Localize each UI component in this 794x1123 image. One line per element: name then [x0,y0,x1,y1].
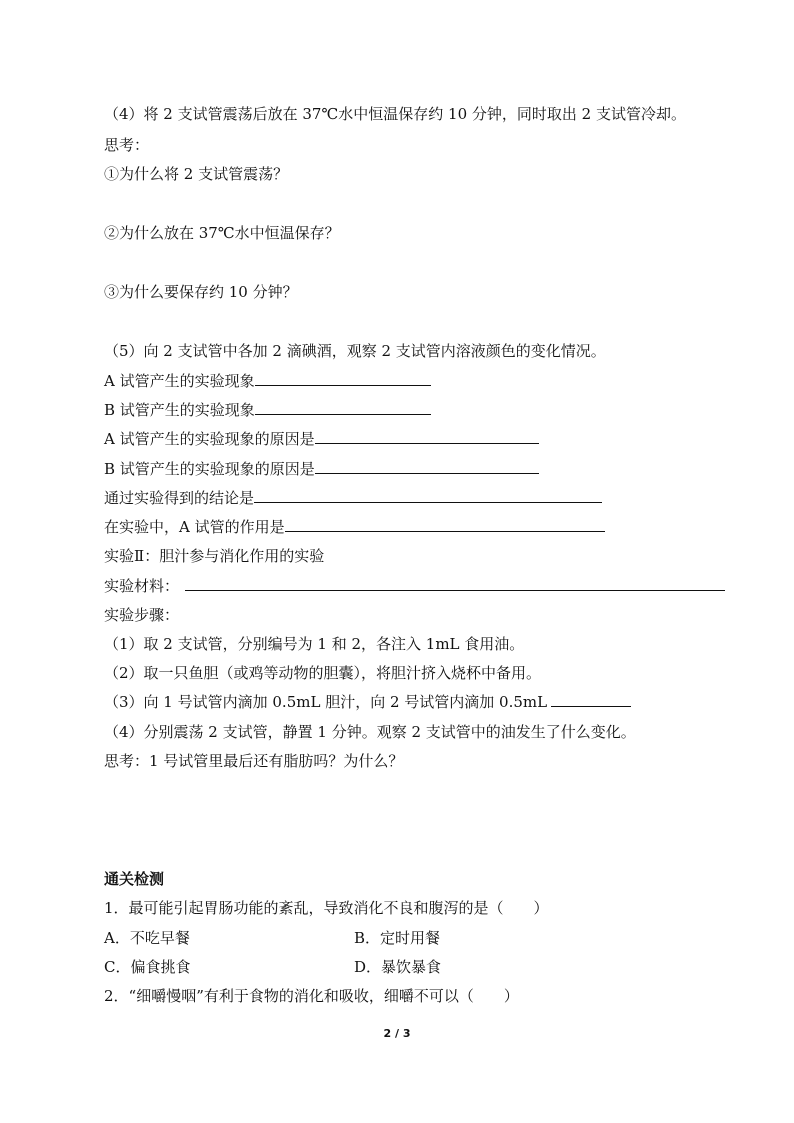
a-role-blank[interactable] [285,517,605,532]
a-phenomenon-label: A 试管产生的实验现象 [104,372,255,390]
mc1-option-d[interactable]: D．暴饮暴食 [354,958,442,976]
b-reason-blank[interactable] [315,459,539,474]
exp2-step-2: （2）取一只鱼胆（或鸡等动物的胆囊），将胆汁挤入烧杯中备用。 [104,664,542,682]
conclusion-blank[interactable] [254,488,602,503]
exp2-think: 思考：1 号试管里最后还有脂肪吗？为什么？ [104,752,404,770]
exp2-step-3-label: （3）向 1 号试管内滴加 0.5mL 胆汁，向 2 号试管内滴加 0.5mL [104,693,548,711]
steps-label: 实验步骤： [104,606,180,624]
exp2-step-3-blank[interactable] [551,692,631,707]
b-reason-label: B 试管产生的实验现象的原因是 [104,460,315,478]
question-2: ②为什么放在 37℃水中恒温保存？ [104,224,340,242]
materials-blank[interactable] [185,576,725,591]
mc1-question: 1．最可能引起胃肠功能的紊乱，导致消化不良和腹泻的是（ ） [104,899,549,917]
step-4: （4）将 2 支试管震荡后放在 37℃水中恒温保存约 10 分钟，同时取出 2 支试管冷却。 [104,105,686,123]
page-number: 2 / 3 [383,1027,411,1040]
a-role-row [104,517,605,537]
mc1-option-c[interactable]: C．偏食挑食 [104,958,191,976]
think-label: 思考： [104,136,150,154]
question-1: ①为什么将 2 支试管震荡？ [104,165,289,183]
question-3: ③为什么要保存约 10 分钟？ [104,283,298,301]
exp2-step-3-row [104,692,631,712]
exp2-step-1: （1）取 2 支试管，分别编号为 1 和 2，各注入 1mL 食用油。 [104,635,525,653]
conclusion-row [104,488,602,508]
exp2-step-4: （4）分别震荡 2 支试管，静置 1 分钟。观察 2 支试管中的油发生了什么变化。 [104,723,636,741]
b-phenomenon-label: B 试管产生的实验现象 [104,401,255,419]
a-reason-row [104,429,539,449]
materials-row [104,576,725,596]
a-reason-label: A 试管产生的实验现象的原因是 [104,430,315,448]
a-phenomenon-row [104,371,431,391]
mc1-option-b[interactable]: B．定时用餐 [354,929,441,947]
b-phenomenon-row [104,400,431,420]
step-5: （5）向 2 支试管中各加 2 滴碘酒，观察 2 支试管内溶液颜色的变化情况。 [104,342,606,360]
b-reason-row [104,459,539,479]
test-heading: 通关检测 [104,870,165,888]
a-phenomenon-blank[interactable] [255,371,431,386]
mc2-question: 2．“细嚼慢咽”有利于食物的消化和吸收，细嚼不可以（ ） [104,987,519,1005]
conclusion-label: 通过实验得到的结论是 [104,489,255,507]
b-phenomenon-blank[interactable] [255,400,431,415]
materials-label: 实验材料： [104,577,180,595]
a-reason-blank[interactable] [315,429,539,444]
a-role-label: 在实验中，A 试管的作用是 [104,518,285,536]
mc1-option-a[interactable]: A．不吃早餐 [104,929,190,947]
experiment-2-title: 实验Ⅱ：胆汁参与消化作用的实验 [104,547,325,565]
